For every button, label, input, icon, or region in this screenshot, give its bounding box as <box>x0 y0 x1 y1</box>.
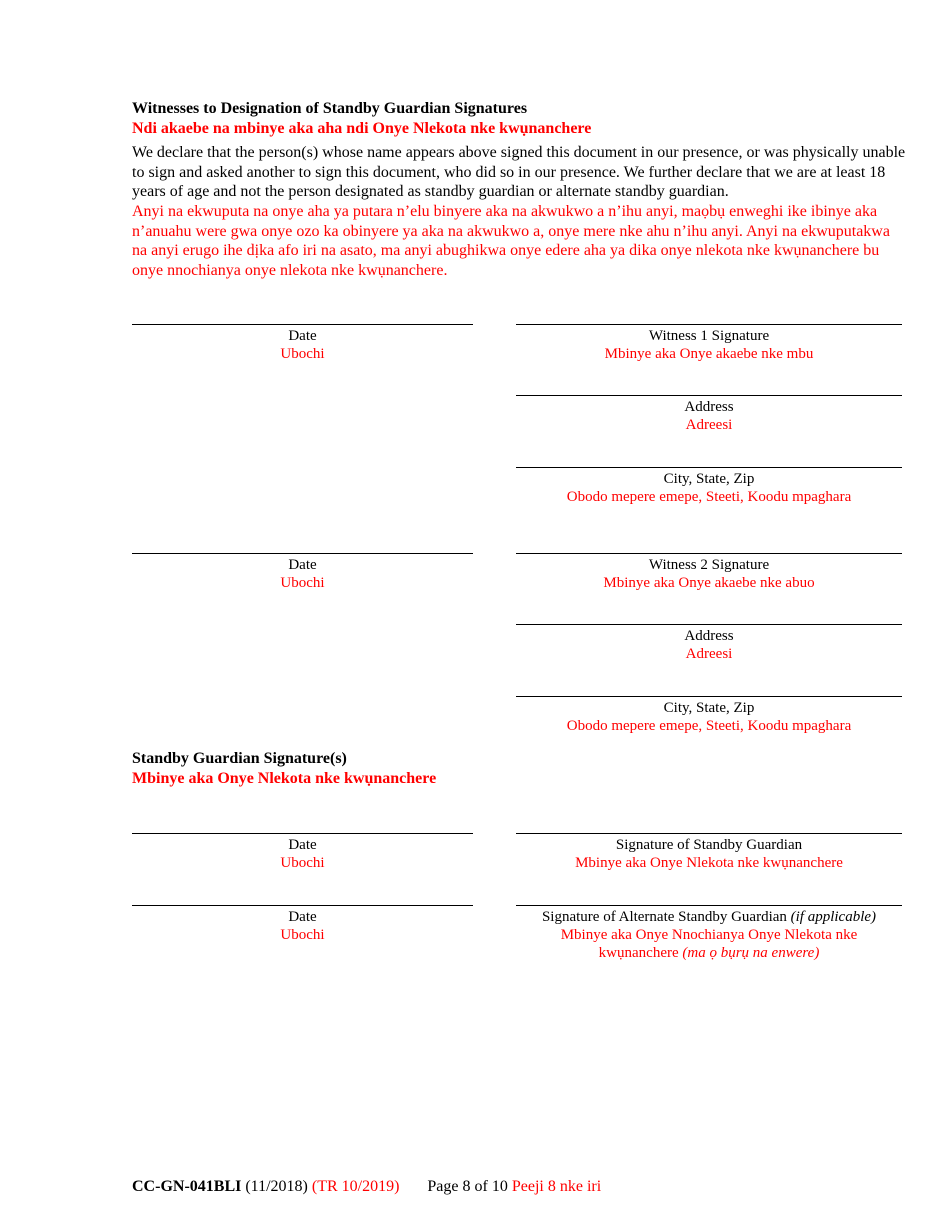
witness2-date-line[interactable] <box>132 553 473 592</box>
alternate-guardian-signature-label-igbo <box>516 926 902 962</box>
alternate-guardian-signature-line[interactable] <box>516 905 902 962</box>
page-footer <box>132 1177 601 1197</box>
witness1-date-label: Date <box>288 328 317 344</box>
witness1-signature-label: Witness 1 Signature <box>648 328 770 344</box>
witness2-address-label: Address <box>684 628 734 644</box>
witnesses-heading-igbo: Ndi akaebe na mbinye aka aha ndi Onye Nlekota nke kwụnanchere <box>132 120 592 137</box>
witness2-signature-label: Witness 2 Signature <box>648 557 770 573</box>
witness1-address-line[interactable] <box>516 395 902 434</box>
witnesses-heading: Witnesses to Designation of Standby Guardian Signatures <box>132 100 528 117</box>
witness2-city-label-igbo: Obodo mepere emepe, Steeti, Koodu mpaghara <box>566 718 852 734</box>
alternate-signature-note-igbo: (ma ọ bụrụ na enwere) <box>682 945 820 961</box>
standby-date-line[interactable] <box>132 833 473 872</box>
standby-guardian-signature-label: Signature of Standby Guardian <box>615 837 803 853</box>
witness1-signature-line[interactable] <box>516 324 902 363</box>
declaration-text-igbo: Anyi na ekwuputa na onye aha ya putara n’elu binyere aka na akwukwo a n’ihu anyi, maọbụ enweghi ike ibinye aka n’anuahu were gwa onye ozo ka obinyere ya aka na akwukwo a, onye mere nke ahu n’ihu anyi. Anyi na ekwuputakwa na anyi erugo ihe dịka afo iri na asato, ma anyi abughikwa onye edere aha ya dika onye nlekota nke kwụnanchere bu onye nnochianya onye nlekota nke kwụnanchere. <box>132 203 890 279</box>
witness1-city-label: City, State, Zip <box>663 471 755 487</box>
witness1-address-label-igbo: Adreesi <box>685 417 733 433</box>
witness1-signature-label-igbo: Mbinye aka Onye akaebe nke mbu <box>604 346 814 362</box>
standby-guardian-signature-line[interactable] <box>516 833 902 872</box>
witness2-city-line[interactable] <box>516 696 902 735</box>
page-number: Page 8 of 10 <box>427 1178 508 1195</box>
witness2-date-label: Date <box>288 557 317 573</box>
alternate-date-label-igbo: Ubochi <box>280 927 325 943</box>
translation-date: (TR 10/2019) <box>311 1178 400 1195</box>
alternate-date-line[interactable] <box>132 905 473 944</box>
alternate-signature-text-igbo: Mbinye aka Onye Nnochianya Onye Nlekota nke kwụnanchere <box>560 927 858 961</box>
witness2-date-label-igbo: Ubochi <box>280 575 325 591</box>
alternate-date-label: Date <box>288 909 317 925</box>
standby-date-label: Date <box>288 837 317 853</box>
standby-heading: Standby Guardian Signature(s) <box>132 750 347 767</box>
witness1-city-line[interactable] <box>516 467 902 506</box>
standby-heading-igbo: Mbinye aka Onye Nlekota nke kwụnanchere <box>132 770 437 787</box>
declaration-text: We declare that the person(s) whose name appears above signed this document in our presence, or was physically unable to sign and asked another to sign this document, who did so in our presence. We further declare that we are at least 18 years of age and not the person designated as standby guardian or alternate standby guardian. <box>132 144 906 200</box>
witness1-address-label: Address <box>684 399 734 415</box>
witness2-address-line[interactable] <box>516 624 902 663</box>
standby-date-label-igbo: Ubochi <box>280 855 325 871</box>
witness1-date-label-igbo: Ubochi <box>280 346 325 362</box>
witness1-date-line[interactable] <box>132 324 473 363</box>
form-date: (11/2018) <box>245 1178 308 1195</box>
standby-guardian-signature-label-igbo: Mbinye aka Onye Nlekota nke kwụnanchere <box>575 855 843 871</box>
alternate-guardian-signature-label <box>516 908 902 926</box>
witness2-city-label: City, State, Zip <box>663 700 755 716</box>
witness1-city-label-igbo: Obodo mepere emepe, Steeti, Koodu mpaghara <box>566 489 852 505</box>
alternate-signature-note: (if applicable) <box>790 909 877 925</box>
witness2-address-label-igbo: Adreesi <box>685 646 733 662</box>
alternate-signature-text: Signature of Alternate Standby Guardian <box>541 909 787 925</box>
form-code: CC-GN-041BLI <box>132 1178 242 1195</box>
witness2-signature-line[interactable] <box>516 553 902 592</box>
witness2-signature-label-igbo: Mbinye aka Onye akaebe nke abuo <box>603 575 815 591</box>
page-number-igbo: Peeji 8 nke iri <box>511 1178 602 1195</box>
